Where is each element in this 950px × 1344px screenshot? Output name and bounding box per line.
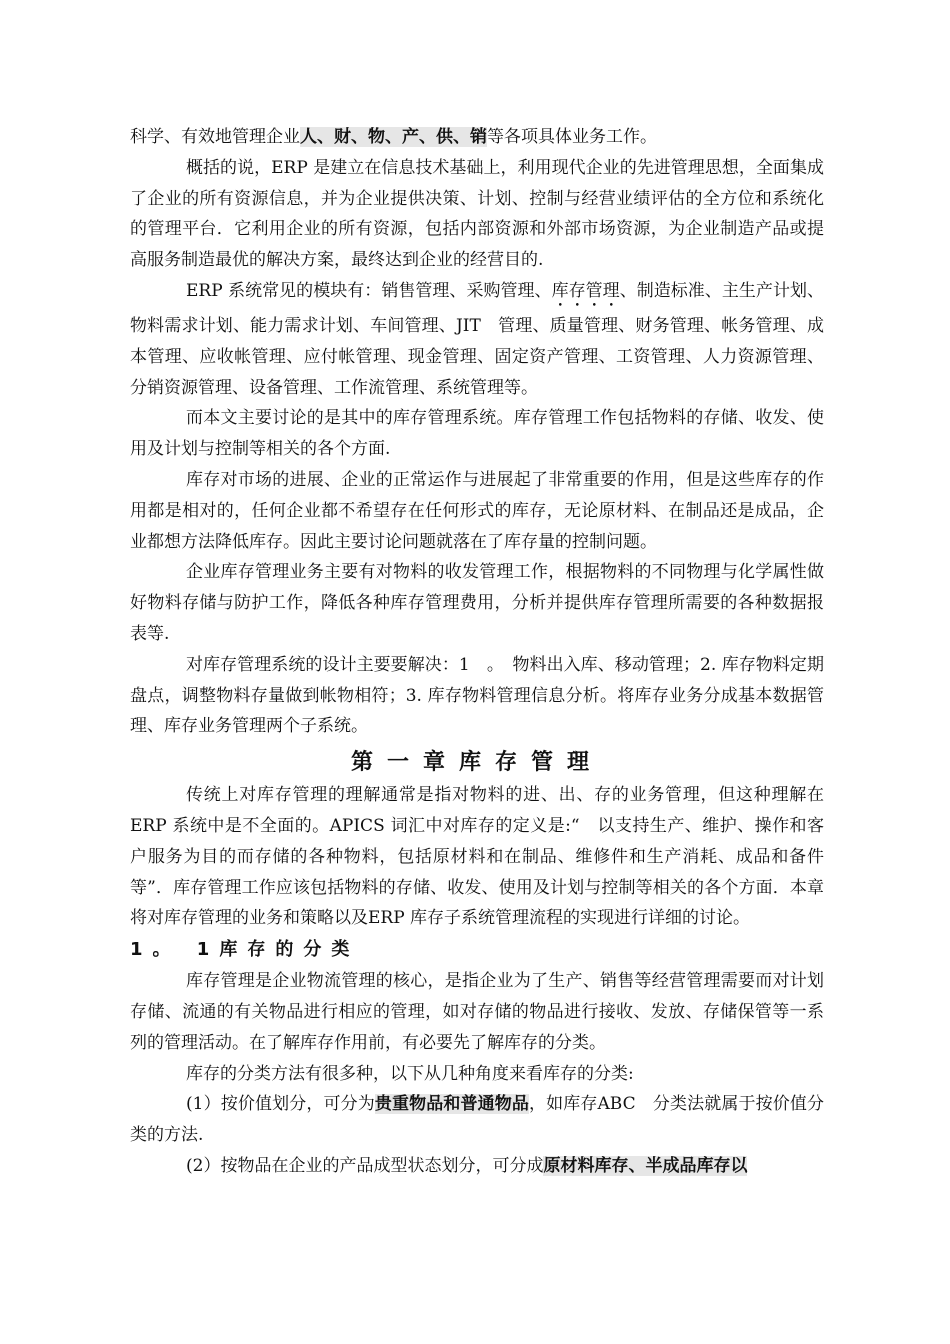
highlighted-text: 贵重物品和普通物品	[374, 1094, 530, 1115]
paragraph-inventory-management: 库存管理是企业物流管理的核心，是指企业为了生产、销售等经营管理需要而对计划存储、流通的有关物品进行相应的管理，如对存储的物品进行接收、发放、存储保管等一系列的管理活动。在了解库存作用前，有必要先了解库存的分类。	[130, 971, 824, 1053]
paragraph-text: ERP 系统常见的模块有：销售管理、采购管理、	[186, 280, 552, 301]
paragraph-text: (2）按物品在企业的产品成型状态划分，可分成	[186, 1155, 544, 1176]
paragraph-text: 科学、有效地管理企业	[130, 127, 300, 147]
paragraph-erp-definition: 概括的说，ERP 是建立在信息技术基础上，利用现代企业的先进管理思想，全面集成了企业的所有资源信息，并为企业提供决策、计划、控制与经营业绩评估的全方位和系统化的管理平台．它利用企业的所有资源，包括内部资源和外部市场资源，为企业制造产品或提高服务制造最优的解决方案，最终达到企业的经营目的.	[130, 157, 824, 271]
paragraph-text: 等各项具体业务工作。	[487, 127, 657, 147]
section-heading: 1。 1库存的分类	[130, 939, 360, 961]
paragraph-inventory-role: 库存对市场的进展、企业的正常运作与进展起了非常重要的作用，但是这些库存的作用都是相对的，任何企业都不希望存在任何形式的库存，无论原材料、在制品还是成品，企业都想方法降低库存。因此主要讨论问题就落在了库存量的控制问题。	[130, 469, 824, 552]
chapter-heading: 第一章库存管理	[350, 750, 603, 776]
paragraph-scope: 而本文主要讨论的是其中的库存管理系统。库存管理工作包括物料的存储、收发、使用及计划与控制等相关的各个方面.	[130, 408, 824, 460]
list-item-by-state	[130, 1151, 824, 1182]
highlighted-text: 原材料库存、半成品库存以	[543, 1155, 748, 1176]
list-item-by-value	[130, 1089, 824, 1151]
highlighted-text: 人、财、物、产、供、销	[300, 127, 487, 147]
paragraph-text: ，如库存ABC 分类法就属于按价值分类的方法.	[130, 1094, 825, 1146]
paragraph-text: 、制造标准、主生产计划、物料需求计划、能力需求计划、车间管理、JIT 管理、质量管理、财务管理、帐务管理、成本管理、应收帐管理、应付帐管理、现金管理、固定资产管理、工资管理、人力资源管理、分销资源管理、设备管理、工作流管理、系统管理等。	[130, 280, 824, 398]
document-page	[130, 122, 824, 1182]
emphasized-text: 库存管理	[551, 280, 620, 301]
paragraph-intro-continuation	[130, 122, 824, 153]
paragraph-text: (1）按价值划分，可分为	[186, 1094, 375, 1115]
paragraph-erp-modules	[130, 276, 824, 403]
paragraph-chapter-intro: 传统上对库存管理的理解通常是指对物料的进、出、存的业务管理，但这种理解在ERP 系统中是不全面的。APICS 词汇中对库存的定义是:“ 以支持生产、维护、操作和客户服务为目的而存储的各种物料，包括原材料和在制品、维修件和生产消耗、成品和备件等”．库存管理工作应该包括物料的存储、收发、使用及计划与控制等相关的各个方面．本章将对库存管理的业务和策略以及ERP 库存子系统管理流程的实现进行详细的讨论。	[130, 785, 824, 929]
paragraph-system-design: 对库存管理系统的设计主要要解决：1 。 物料出入库、移动管理；2. 库存物料定期盘点，调整物料存量做到帐物相符；3. 库存物料管理信息分析。将库存业务分成基本数据管理、库存业务管理两个子系统。	[130, 654, 824, 737]
paragraph-inventory-business: 企业库存管理业务主要有对物料的收发管理工作，根据物料的不同物理与化学属性做好物料存储与防护工作，降低各种库存管理费用，分析并提供库存管理所需要的各种数据报表等.	[130, 562, 824, 644]
paragraph-classification-methods: 库存的分类方法有很多种，以下从几种角度来看库存的分类:	[186, 1063, 634, 1084]
